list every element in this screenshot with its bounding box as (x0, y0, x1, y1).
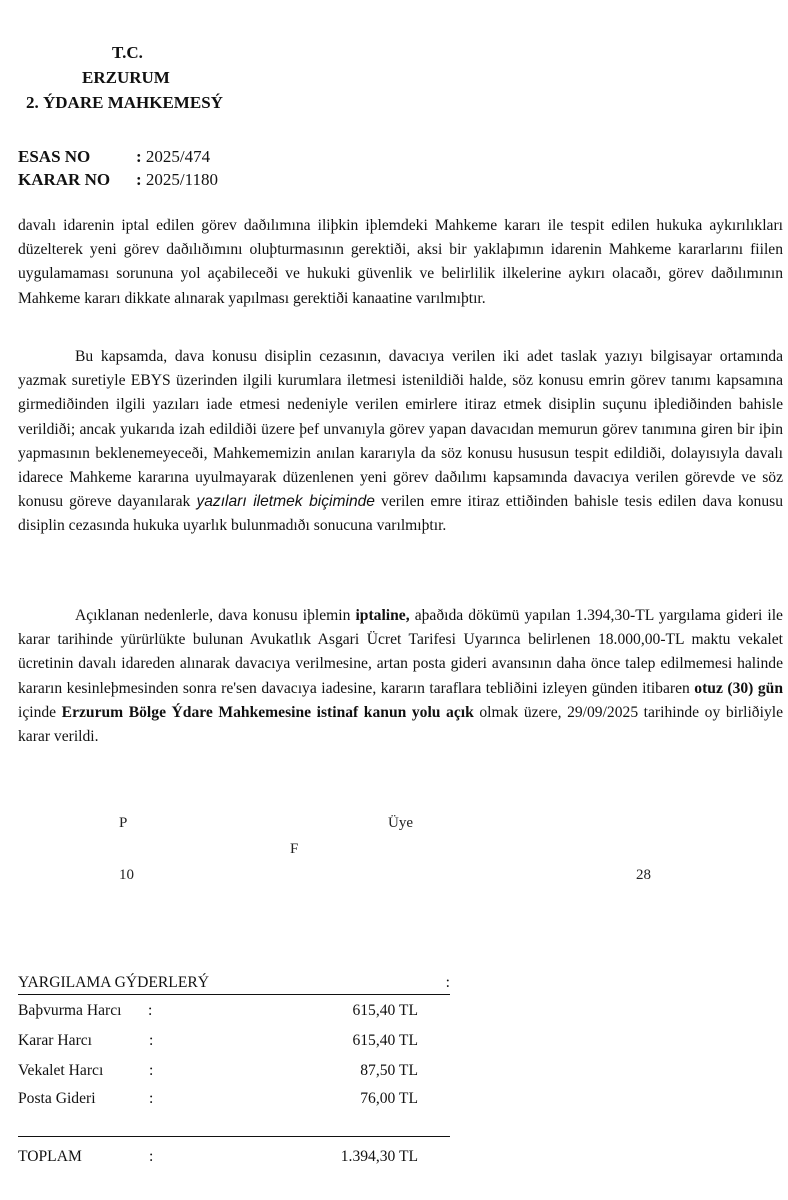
paragraph-1 (18, 214, 783, 311)
signature-fragment: P (119, 815, 128, 831)
signature-fragment: Üye (388, 815, 413, 831)
karar-no-label: KARAR NO (18, 170, 111, 189)
paragraph-3-bold-iptaline: iptaline, (355, 607, 410, 624)
paragraph-3-bold-appeal: Erzurum Bölge Ýdare Mahkemesine istinaf kanun yolu açık (61, 703, 474, 721)
paragraph-3-text-d: olmak üzere, 29/09/2025 tarihinde oy birliðiyle karar verildi. (18, 703, 783, 746)
paragraph-2-text-b: verilen emre itiraz ettiðinden bahisle tesis edilen dava konusu disiplin cezasında hukuka uyarlık bulunmadıðı sonucuna varılmıþtır. (18, 493, 783, 535)
expenses-title-colon: : (445, 974, 450, 991)
expense-row (18, 1000, 418, 1022)
expense-label: Karar Harcı (18, 1032, 93, 1049)
expense-label: Vekalet Harcı (18, 1062, 104, 1079)
esas-no-value: 2025/474 (145, 147, 211, 166)
expense-value: 76,00 TL (360, 1090, 418, 1107)
paragraph-3 (18, 604, 783, 749)
header-tc: T.C. (112, 43, 143, 62)
header-court: 2. ÝDARE MAHKEMESÝ (26, 93, 223, 112)
paragraph-3-text-b: aþaðıda dökümü yapılan 1.394,30-TL yargılama gideri ile karar tarihinde yürürlükte bulunan Avukatlık Asgari Ücret Tarifesi Uyarınca belirlenen 18.000,00-TL maktu vekalet ücretinin davalı idareden alınarak davacıya verilmesine, artan posta gideri avansının daha önce talep edilmemesi halinde kararın kesinleþmesinden sonra re'sen davacıya iadesine, kararın taraflara tebliðini izleyen günden itibaren (18, 607, 783, 697)
expenses-title (18, 972, 450, 995)
expense-value: 87,50 TL (360, 1062, 418, 1079)
total-label: TOPLAM (18, 1148, 82, 1165)
signature-fragment: F (290, 841, 299, 857)
header-city: ERZURUM (82, 68, 170, 87)
expenses-title-text: YARGILAMA GÝDERLERÝ (18, 974, 210, 991)
esas-colon: : (136, 147, 142, 166)
expense-row (18, 1060, 418, 1082)
total-colon: : (149, 1148, 154, 1165)
signature-fragment: 28 (636, 867, 651, 883)
signature-fragment: 10 (119, 867, 134, 883)
karar-no-row (18, 169, 218, 191)
karar-colon: : (136, 170, 142, 189)
expense-colon: : (149, 1062, 154, 1079)
paragraph-3-bold-deadline: otuz (30) gün (694, 679, 783, 697)
paragraph-1-text: davalı idarenin iptal edilen görev daðılımına iliþkin iþlemdeki Mahkeme kararı ile tespit edilen hukuka aykırılıkları düzelterek yeni görev daðılıðımını oluþturmasının gerektiði, aksi bir yaklaþımın idarenin Mahkeme kararlarını fiilen uygulamaması sorununa yol açabileceði ve hukuki güvenlik ve belirlilik ilkelerine aykırı olacaðı, görev daðılımının Mahkeme kararı dikkate alınarak yapılması gerektiði kanaatine varılmıþtır. (18, 217, 783, 307)
paragraph-2-italic: yazıları iletmek biçiminde (196, 493, 375, 511)
paragraph-2-text-a: Bu kapsamda, dava konusu disiplin cezasının, davacıya verilen iki adet taslak yazıyı bilgisayar ortamında yazmak suretiyle EBYS üzerinden ilgili kurumlara iletmesi istenildiði halde, söz konusu emrin görev tanımı kapsamına girmediðinden ilgili yazıları iade etmesi nedeniyle verilen emirlere itiraz etmek disiplin suçunu iþlediðinden bahisle verildiði; ancak yukarıda izah edildiði üzere þef unvanıyla görev yapan davacıdan memurun görev tanımına giren bir iþin yapmasının beklenemeyeceði, Mahkememizin anılan kararıyla da söz konusu hususun tespit edildiði, dolayısıyla davalı idarece Mahkeme kararına uyulmayarak düzenlenen yeni görev daðılımı kapsamında davacıya verilen görevde ve söz konusu göreve dayanılarak (18, 348, 783, 511)
expense-label: Baþvurma Harcı (18, 1002, 122, 1019)
expense-colon: : (149, 1090, 154, 1107)
karar-no-value: 2025/1180 (145, 170, 219, 189)
expense-row (18, 1088, 418, 1110)
paragraph-2 (18, 345, 783, 539)
expense-value: 615,40 TL (352, 1032, 418, 1049)
expense-row (18, 1030, 418, 1052)
expense-value: 615,40 TL (352, 1002, 418, 1019)
total-divider (18, 1136, 450, 1137)
total-row (18, 1146, 418, 1168)
esas-no-row (18, 146, 210, 168)
paragraph-3-text-a: Açıklanan nedenlerle, dava konusu iþlemin (75, 607, 356, 624)
expense-colon: : (149, 1032, 154, 1049)
paragraph-3-text-c: içinde (18, 703, 62, 721)
expense-colon: : (148, 1002, 153, 1019)
total-value: 1.394,30 TL (340, 1148, 418, 1165)
expense-label: Posta Gideri (18, 1090, 96, 1107)
esas-no-label: ESAS NO (18, 147, 91, 166)
